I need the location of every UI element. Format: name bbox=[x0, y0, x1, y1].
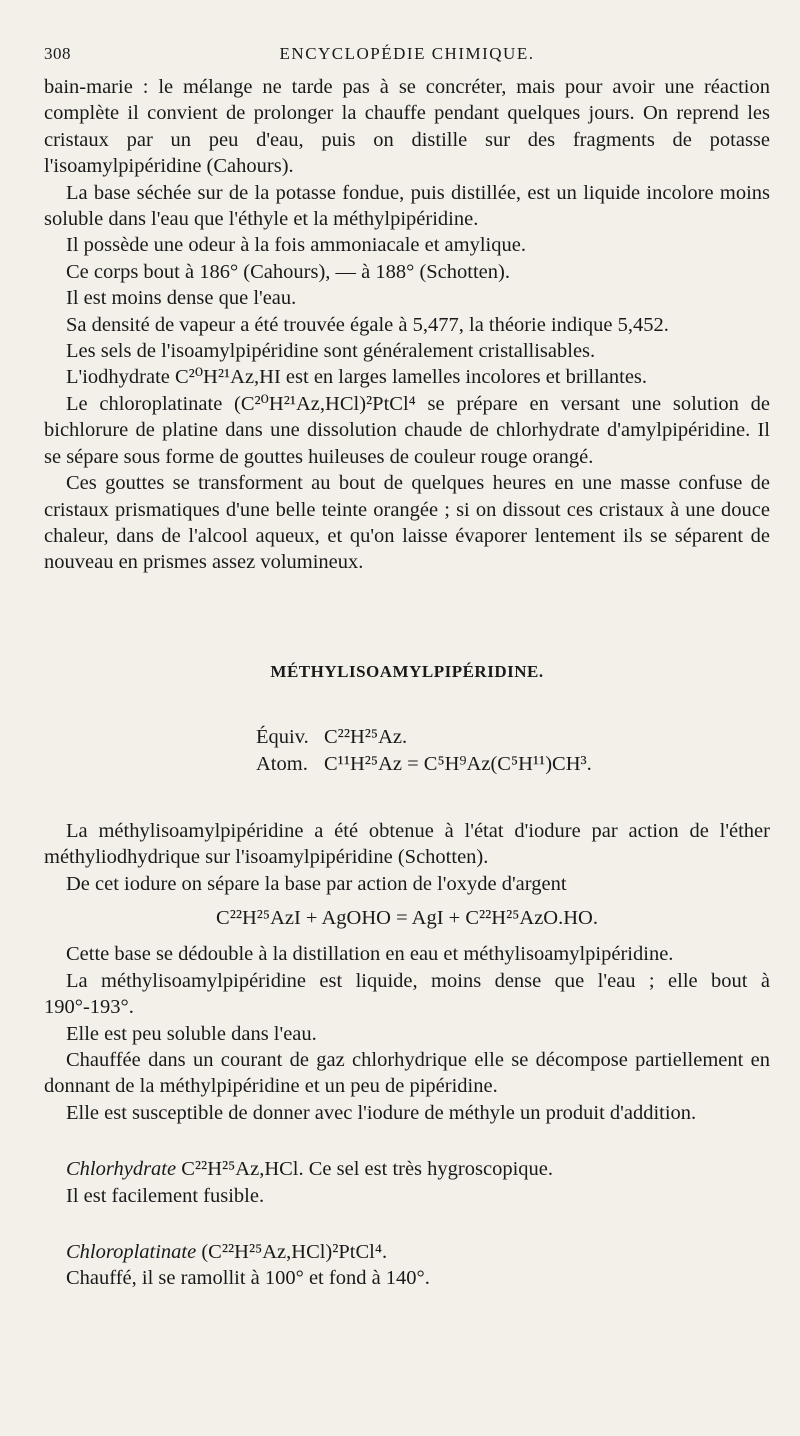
paragraph: Elle est susceptible de donner avec l'iodure de méthyle un produit d'addition. bbox=[66, 1101, 697, 1124]
reaction-equation: C²²H²⁵AzI + AgOHO = AgI + C²²H²⁵AzO.HO. bbox=[216, 906, 598, 929]
paragraph: bain-marie : le mélange ne tarde pas à se concréter, mais pour avoir une réaction complète il convient de prolonger la chauffe pendant quelques jours. On reprend les cristaux par un peu d'eau, puis on distille sur des fragments de potasse l'isoamylpipéridine (Cahours). bbox=[44, 76, 770, 178]
chlorhydrate-paragraph bbox=[44, 1156, 770, 1182]
paragraph: La base séchée sur de la potasse fondue, puis distillée, est un liquide incolore moins soluble dans l'eau que l'éthyle et la méthylpipéridine. bbox=[44, 181, 770, 231]
paragraph: Cette base se dédouble à la distillation en eau et méthylisoamylpipéridine. bbox=[66, 943, 674, 966]
chloroplatinate-paragraph bbox=[44, 1239, 770, 1265]
chloroplatinate-text: (C²²H²⁵Az,HCl)²PtCl⁴. bbox=[196, 1241, 388, 1263]
atom-formula: C¹¹H²⁵Az = C⁵H⁹Az(C⁵H¹¹)CH³. bbox=[324, 752, 592, 775]
chlorhydrate-line2: Il est facilement fusible. bbox=[66, 1184, 265, 1207]
paragraph: De cet iodure on sépare la base par action de l'oxyde d'argent bbox=[66, 872, 567, 895]
middle-text-block bbox=[44, 818, 770, 897]
atom-label: Atom. bbox=[256, 752, 308, 775]
paragraph: Sa densité de vapeur a été trouvée égale à 5,477, la théorie indique 5,452. bbox=[66, 313, 669, 336]
equiv-label: Équiv. bbox=[256, 725, 309, 748]
equiv-formula: C²²H²⁵Az. bbox=[324, 725, 408, 748]
chloroplatinate-block bbox=[44, 1239, 770, 1292]
paragraph: Ce corps bout à 186° (Cahours), — à 188° (Schotten). bbox=[66, 260, 510, 283]
paragraph: Les sels de l'isoamylpipéridine sont généralement cristallisables. bbox=[66, 340, 596, 363]
paragraph: Il possède une odeur à la fois ammoniacale et amylique. bbox=[66, 234, 526, 257]
bottom-text-block bbox=[44, 941, 770, 1126]
paragraph: Ces gouttes se transforment au bout de quelques heures en une masse confuse de cristaux prismatiques d'une belle teinte orangée ; si on dissout ces cristaux à une douce chaleur, dans de l'alcool aqueux, et qu'on laisse évaporer lentement ils se séparent de nouveau en prismes assez volumineux. bbox=[44, 472, 770, 574]
atom-row bbox=[256, 751, 770, 778]
paragraph: Le chloroplatinate (C²⁰H²¹Az,HCl)²PtCl⁴ se prépare en versant une solution de bichlorure de platine dans une dissolution chaude de chlorhydrate d'amylpipéridine. Il se sépare sous forme de gouttes huileuses de couleur rouge orangé. bbox=[44, 392, 770, 468]
chloroplatinate-name: Chloroplatinate bbox=[66, 1241, 197, 1263]
page-number: 308 bbox=[44, 44, 71, 63]
running-title: ENCYCLOPÉDIE CHIMIQUE. bbox=[279, 44, 535, 63]
chlorhydrate-text: C²²H²⁵Az,HCl. Ce sel est très hygroscopique. bbox=[176, 1158, 553, 1181]
paragraph: Elle est peu soluble dans l'eau. bbox=[66, 1022, 317, 1045]
paragraph: Il est moins dense que l'eau. bbox=[66, 287, 297, 310]
page-header bbox=[44, 44, 770, 74]
paragraph: La méthylisoamylpipéridine est liquide, moins dense que l'eau ; elle bout à 190°-193°. bbox=[44, 969, 770, 1019]
chlorhydrate-block bbox=[44, 1156, 770, 1209]
paragraph: La méthylisoamylpipéridine a été obtenue à l'état d'iodure par action de l'éther méthyliodhydrique sur l'isoamylpipéridine (Schotten). bbox=[44, 819, 770, 869]
section-title: MÉTHYLISOAMYLPIPÉRIDINE. bbox=[270, 661, 544, 681]
paragraph: L'iodhydrate C²⁰H²¹Az,HI est en larges lamelles incolores et brillantes. bbox=[66, 366, 648, 389]
chloroplatinate-line2: Chauffé, il se ramollit à 100° et fond à 140°. bbox=[66, 1267, 430, 1290]
paragraph: Chauffée dans un courant de gaz chlorhydrique elle se décompose partiellement en donnant de la méthylpipéridine et un peu de pipéridine. bbox=[44, 1048, 770, 1098]
formula-block bbox=[256, 724, 770, 778]
equiv-row bbox=[256, 724, 770, 751]
chlorhydrate-name: Chlorhydrate bbox=[66, 1158, 177, 1181]
top-text-block bbox=[44, 74, 770, 576]
